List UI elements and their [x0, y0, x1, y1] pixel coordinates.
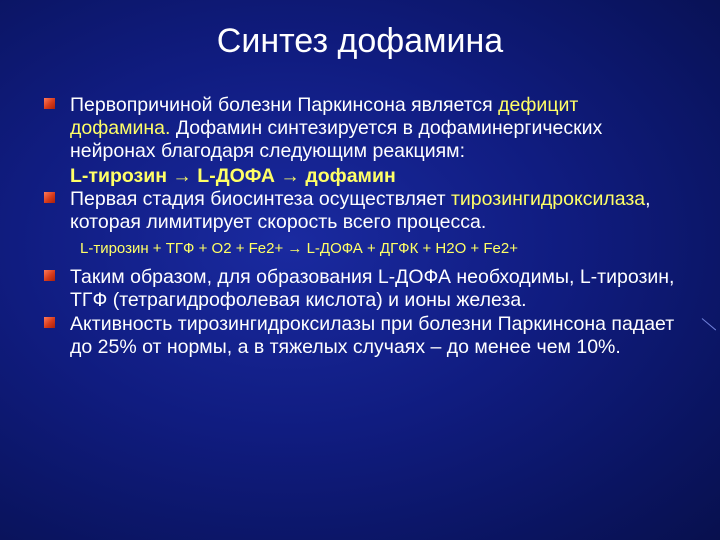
bullet-marker-icon: [44, 192, 55, 203]
bullet-1: [44, 94, 684, 163]
bullet-4-text: Активность тирозингидроксилазы при болезни Паркинсона падает до 25% от нормы, а в тяжелых случаях – до менее чем 10%.: [70, 313, 675, 358]
bullet-marker-icon: [44, 98, 55, 109]
bullet-2-text-b: , которая лимитирует скорость всего процесса.: [70, 188, 651, 233]
bullet-2: [44, 188, 684, 234]
bullet-3-text: Таким образом, для образования L-ДОФА необходимы, L-тирозин, ТГФ (тетрагидрофолевая кислота) и ионы железа.: [70, 266, 675, 311]
slide-content: [44, 94, 684, 360]
decorative-line: [702, 318, 716, 330]
bullet-1-text-b: Дофамин синтезируется в дофаминергических нейронах благодаря следующим реакциям:: [70, 117, 603, 162]
slide-title: Синтез дофамина: [216, 22, 504, 60]
detail-equation: L-тирозин + ТГФ + О2 + Fe2+ → L-ДОФА + ДГФК + Н2О + Fe2+: [80, 240, 518, 257]
bullet-3: [44, 266, 684, 312]
bullet-2-highlight: тирозингидроксилаза: [450, 188, 646, 210]
main-equation: L-тирозин → L-ДОФА → дофамин: [70, 165, 396, 187]
bullet-2-text-a: Первая стадия биосинтеза осуществляет: [70, 188, 451, 210]
bullet-1-text-a: Первопричиной болезни Паркинсона является: [70, 94, 499, 116]
bullet-marker-icon: [44, 270, 55, 281]
bullet-4: [44, 313, 684, 359]
bullet-1-highlight: дефицит дофамина.: [70, 94, 579, 139]
bullet-marker-icon: [44, 317, 55, 328]
